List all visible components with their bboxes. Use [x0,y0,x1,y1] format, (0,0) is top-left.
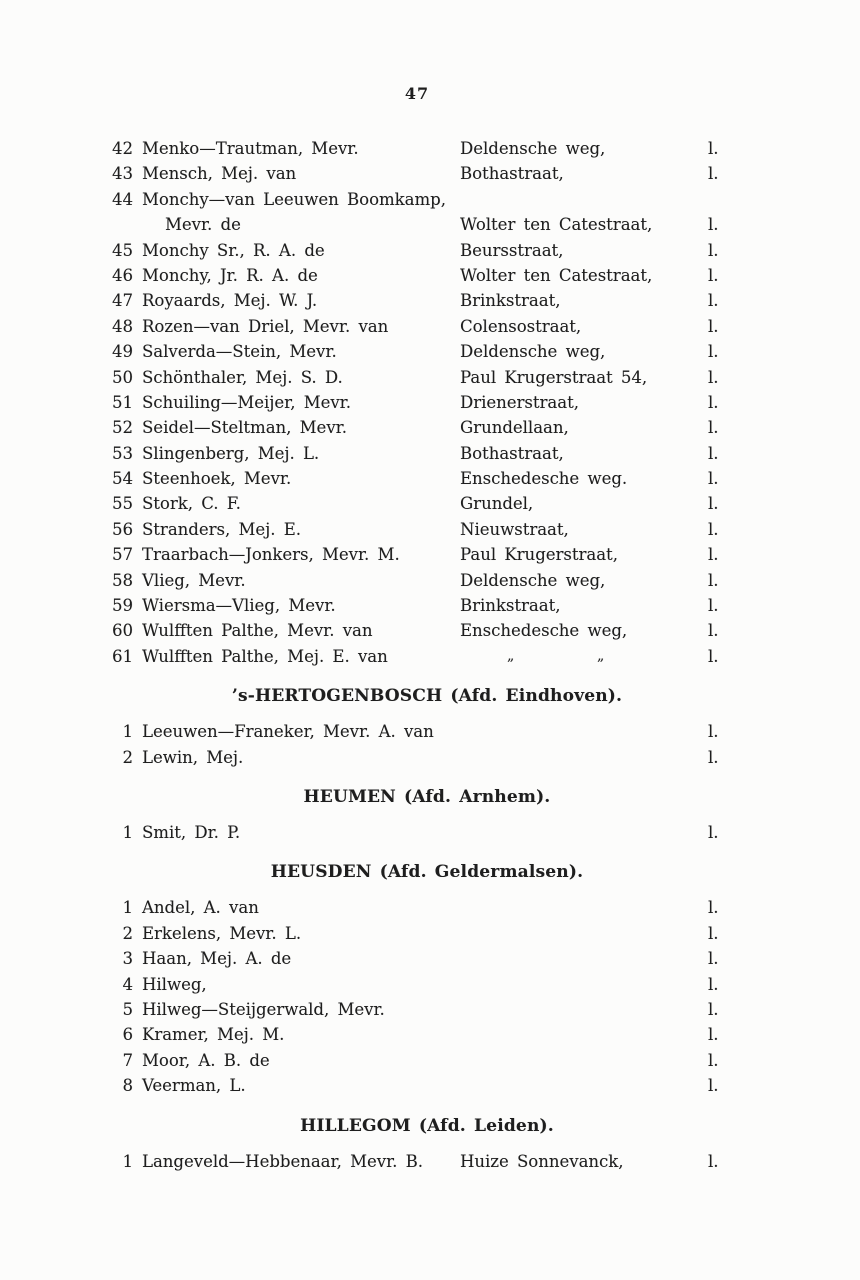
member-number: 56 [112,519,133,539]
member-number: 8 [122,1076,133,1096]
member-row [97,441,777,466]
member-row [97,136,777,161]
member-row [97,593,777,618]
member-row [97,1022,777,1047]
membership-mark: l. [708,291,719,311]
member-street: Paul Krugerstraat, [460,545,618,565]
member-street: Beursstraat, [460,240,564,260]
member-number: 7 [122,1050,133,1070]
ditto-mark: „ [507,647,515,664]
membership-mark: l. [708,443,719,463]
member-number: 1 [122,898,133,918]
member-name: Smit, Dr. P. [142,822,241,842]
member-street: Huize Sonnevanck, [460,1151,624,1171]
member-number: 4 [122,974,133,994]
member-name: Mevr. de [165,215,241,235]
member-row [97,238,777,263]
membership-mark: l. [708,1151,719,1171]
membership-mark: l. [708,316,719,336]
member-street: Enschedesche weg. [460,469,628,489]
member-name: Moor, A. B. de [142,1050,270,1070]
member-number: 1 [122,822,133,842]
member-name: Traarbach—Jonkers, Mevr. M. [142,545,400,565]
member-name: Slingenberg, Mej. L. [142,443,320,463]
member-name: Veerman, L. [142,1076,246,1096]
member-row [97,1048,777,1073]
member-street: Colensostraat, [460,316,582,336]
section-heading: ’s-HERTOGENBOSCH (Afd. Eindhoven). [231,686,623,707]
member-name: Stranders, Mej. E. [142,519,302,539]
member-number: 48 [112,316,133,336]
member-street: Grundellaan, [460,418,569,438]
member-street: Wolter ten Catestraat, [460,215,653,235]
member-row [97,263,777,288]
membership-mark: l. [708,974,719,994]
member-number: 59 [112,596,133,616]
member-name: Kramer, Mej. M. [142,1025,285,1045]
member-name: Vlieg, Mevr. [142,570,246,590]
section-heading: HILLEGOM (Afd. Leiden). [300,1115,554,1136]
membership-mark: l. [708,1025,719,1045]
member-row [97,288,777,313]
member-number: 49 [112,342,133,362]
member-number: 61 [112,646,133,666]
member-number: 44 [112,189,133,209]
member-name: Erkelens, Mevr. L. [142,923,302,943]
member-row [97,161,777,186]
member-name: Haan, Mej. A. de [142,949,292,969]
member-street: Brinkstraat, [460,596,561,616]
member-row [97,997,777,1022]
member-street: Wolter ten Catestraat, [460,265,653,285]
membership-mark: l. [708,240,719,260]
member-row [97,491,777,516]
member-street: Drienerstraat, [460,392,579,412]
member-number: 52 [112,418,133,438]
member-row [97,820,777,845]
member-row [97,365,777,390]
membership-mark: l. [708,494,719,514]
member-row [97,339,777,364]
member-row [97,719,777,744]
member-row [97,187,777,212]
member-row [97,745,777,770]
member-name: Mensch, Mej. van [142,164,297,184]
member-row [97,946,777,971]
member-row [97,212,777,237]
member-number: 58 [112,570,133,590]
membership-mark: l. [708,898,719,918]
member-name: Monchy Sr., R. A. de [142,240,325,260]
membership-mark: l. [708,164,719,184]
member-row [97,542,777,567]
member-number: 2 [122,747,133,767]
membership-mark: l. [708,822,719,842]
member-row [97,618,777,643]
member-row [97,517,777,542]
member-number: 5 [122,999,133,1019]
member-number: 6 [122,1025,133,1045]
member-name: Royaards, Mej. W. J. [142,291,318,311]
member-number: 47 [112,291,133,311]
member-name: Leeuwen—Franeker, Mevr. A. van [142,722,434,742]
member-number: 55 [112,494,133,514]
member-street: Bothastraat, [460,164,564,184]
member-row [97,415,777,440]
membership-mark: l. [708,215,719,235]
member-name: Hilweg—Steijgerwald, Mevr. [142,999,385,1019]
member-number: 50 [112,367,133,387]
page-number: 47 [404,84,430,103]
member-row [97,1073,777,1098]
member-name: Schuiling—Meijer, Mevr. [142,392,352,412]
member-name: Monchy—van Leeuwen Boomkamp, [142,189,446,209]
member-name: Lewin, Mej. [142,747,244,767]
membership-mark: l. [708,923,719,943]
member-row [97,466,777,491]
membership-mark: l. [708,722,719,742]
member-name: Andel, A. van [142,898,259,918]
member-number: 42 [112,139,133,158]
membership-mark: l. [708,342,719,362]
member-name: Wiersma—Vlieg, Mevr. [142,596,336,616]
member-street: Enschedesche weg, [460,621,628,641]
section-heading: HEUSDEN (Afd. Geldermalsen). [270,862,584,883]
member-street: Deldensche weg, [460,139,606,158]
member-number: 51 [112,392,133,412]
member-street: Deldensche weg, [460,570,606,590]
member-number: 43 [112,164,133,184]
membership-mark: l. [708,418,719,438]
member-name: Stork, C. F. [142,494,241,514]
member-row [97,895,777,920]
member-name: Schönthaler, Mej. S. D. [142,367,343,387]
membership-mark: l. [708,949,719,969]
member-name: Steenhoek, Mevr. [142,469,292,489]
ditto-mark: „ [597,647,605,664]
membership-mark: l. [708,469,719,489]
member-name: Langeveld—Hebbenaar, Mevr. B. [142,1151,423,1171]
membership-mark: l. [708,1076,719,1096]
member-street: Bothastraat, [460,443,564,463]
member-row [97,390,777,415]
member-number: 1 [122,722,133,742]
member-number: 54 [112,469,133,489]
membership-mark: l. [708,367,719,387]
member-list [97,136,777,1174]
member-street: Brinkstraat, [460,291,561,311]
membership-mark: l. [708,265,719,285]
member-name: Wulfften Palthe, Mevr. van [142,621,373,641]
membership-mark: l. [708,570,719,590]
member-number: 53 [112,443,133,463]
member-name: Monchy, Jr. R. A. de [142,265,318,285]
member-row [97,1149,777,1174]
member-number: 60 [112,621,133,641]
membership-mark: l. [708,621,719,641]
member-name: Seidel—Steltman, Mevr. [142,418,347,438]
member-name: Wulfften Palthe, Mej. E. van [142,646,388,666]
member-name: Salverda—Stein, Mevr. [142,342,337,362]
member-number: 3 [122,949,133,969]
membership-mark: l. [708,392,719,412]
membership-mark: l. [708,545,719,565]
member-row [97,314,777,339]
membership-mark: l. [708,646,719,666]
member-number: 46 [112,265,133,285]
member-street: Nieuwstraat, [460,519,569,539]
member-number: 1 [122,1151,133,1171]
section-heading: HEUMEN (Afd. Arnhem). [303,786,551,807]
member-number: 2 [122,923,133,943]
member-name: Hilweg, [142,974,207,994]
member-row [97,644,777,669]
membership-mark: l. [708,999,719,1019]
member-row [97,568,777,593]
member-row [97,972,777,997]
membership-mark: l. [708,596,719,616]
member-number: 57 [112,545,133,565]
membership-mark: l. [708,747,719,767]
membership-mark: l. [708,139,719,158]
membership-mark: l. [708,519,719,539]
member-name: Menko—Trautman, Mevr. [142,139,359,158]
member-number: 45 [112,240,133,260]
member-row [97,921,777,946]
member-street: Deldensche weg, [460,342,606,362]
membership-mark: l. [708,1050,719,1070]
member-street: Grundel, [460,494,534,514]
member-name: Rozen—van Driel, Mevr. van [142,316,389,336]
member-street: Paul Krugerstraat 54, [460,367,648,387]
